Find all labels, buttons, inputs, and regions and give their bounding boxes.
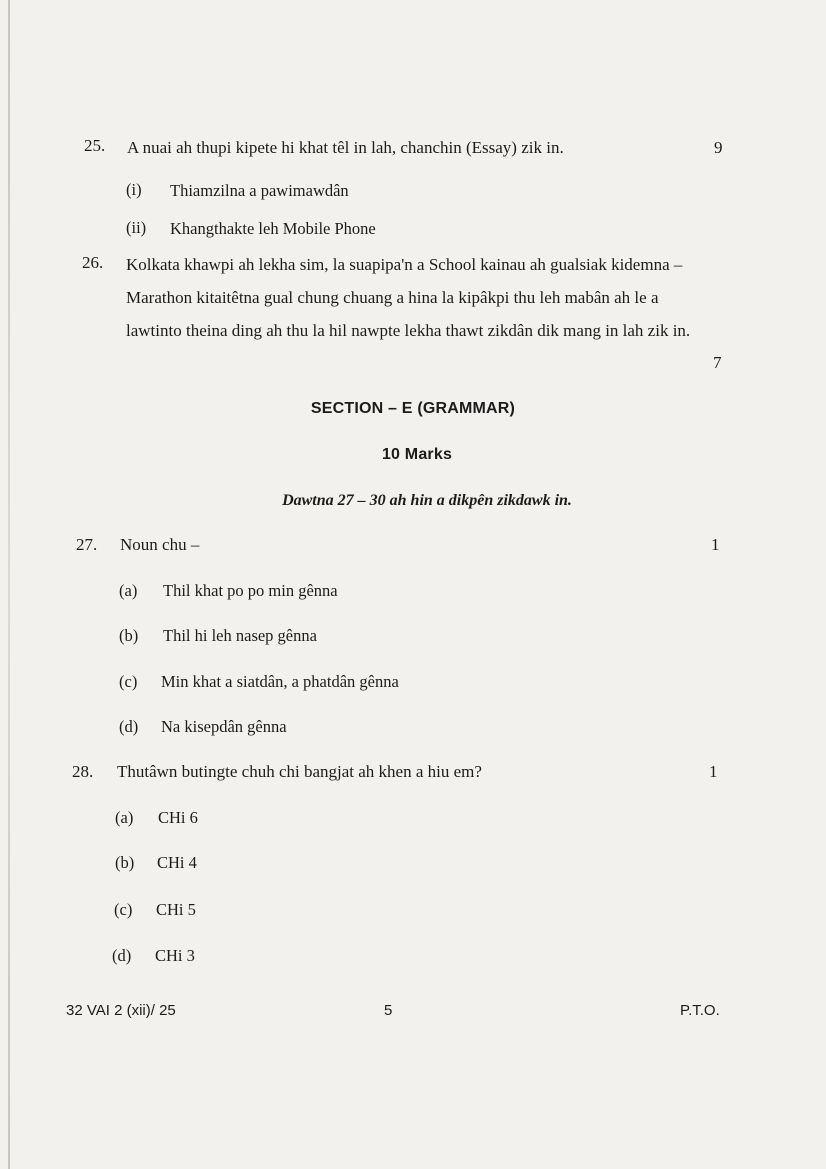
page-number: 5 (384, 1002, 393, 1019)
option-text: Thil khat po po min gênna (163, 581, 338, 600)
option-text: Thil hi leh nasep gênna (163, 626, 317, 645)
question-text: A nuai ah thupi kipete hi khat têl in lah, chanchin (Essay) zik in. (127, 138, 564, 157)
section-instruction: Dawtna 27 – 30 ah hin a dikpên zikdawk in. (282, 492, 572, 509)
option-text: CHi 4 (157, 853, 197, 872)
question-text: Thutâwn butingte chuh chi bangjat ah khen a hiu em? (117, 762, 482, 781)
option-label: (i) (126, 180, 142, 199)
pto-label: P.T.O. (680, 1002, 720, 1019)
option-text: Khangthakte leh Mobile Phone (170, 219, 376, 238)
option-text: Na kisepdân gênna (161, 717, 287, 736)
option-text: CHi 6 (158, 808, 198, 827)
option-label: (a) (115, 808, 134, 827)
option-text: Thiamzilna a pawimawdân (170, 181, 349, 200)
question-marks: 1 (709, 762, 718, 781)
question-text-line: Marathon kitaitêtna gual chung chuang a hina la kipâkpi thu leh mabân ah le a (126, 288, 659, 307)
question-number: 26. (82, 253, 104, 272)
option-label: (d) (119, 717, 139, 736)
option-label: (a) (119, 581, 138, 600)
question-number: 27. (76, 535, 98, 554)
question-text-line: Kolkata khawpi ah lekha sim, la suapipa'n a School kainau ah gualsiak kidemna – (126, 255, 683, 274)
option-label: (c) (114, 900, 133, 919)
option-label: (b) (119, 626, 139, 645)
section-title: SECTION – E (GRAMMAR) (310, 400, 516, 417)
question-marks: 9 (714, 138, 723, 157)
option-label: (d) (112, 946, 132, 965)
option-label: (b) (115, 853, 135, 872)
question-marks: 1 (711, 535, 720, 554)
page-edge (8, 0, 10, 1169)
question-number: 28. (72, 762, 94, 781)
option-label: (ii) (126, 218, 147, 237)
question-text-line: lawtinto theina ding ah thu la hil nawpte lekha thawt zikdân dik mang in lah zik in. (126, 321, 691, 340)
paper-code: 32 VAI 2 (xii)/ 25 (66, 1002, 176, 1019)
option-label: (c) (119, 672, 138, 691)
question-marks: 7 (713, 353, 722, 372)
option-text: CHi 5 (156, 900, 196, 919)
option-text: CHi 3 (155, 946, 195, 965)
question-text: Noun chu – (120, 535, 200, 554)
section-marks: 10 Marks (381, 446, 453, 463)
option-text: Min khat a siatdân, a phatdân gênna (161, 672, 399, 691)
question-number: 25. (84, 136, 106, 155)
